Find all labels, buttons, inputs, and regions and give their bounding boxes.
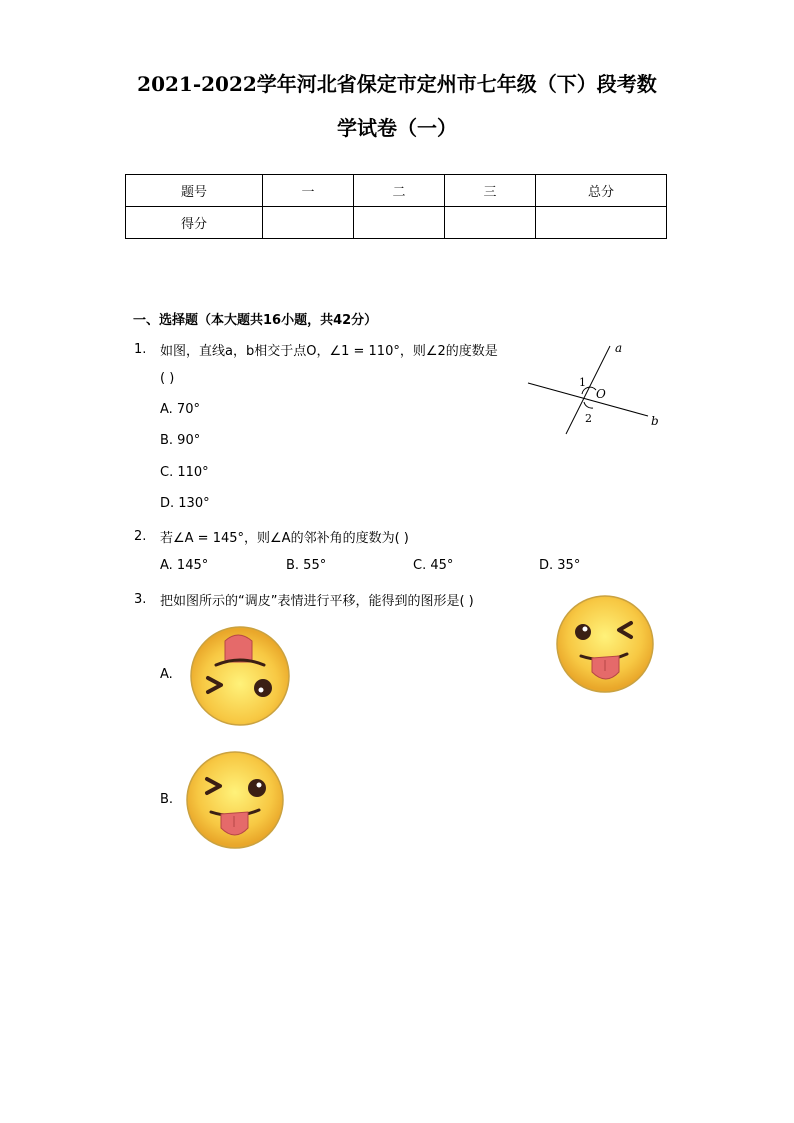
option-b: B. 90°	[160, 433, 201, 448]
option-b: B.	[160, 792, 174, 807]
score-cell	[536, 207, 667, 239]
option-c: C. 110°	[160, 465, 209, 480]
score-header-cell: 题号	[126, 175, 263, 207]
label-a: a	[615, 341, 623, 355]
option-d: D. 35°	[539, 558, 581, 573]
question-text: 如图，直线a，b相交于点O，∠1 = 110°，则∠2的度数是	[160, 344, 498, 359]
score-table	[125, 174, 667, 239]
label-b: b	[651, 414, 659, 428]
question-text: 把如图所示的“调皮”表情进行平移，能得到的图形是( )	[160, 594, 474, 609]
score-table-header-row	[126, 175, 667, 207]
score-header-cell: 总分	[536, 175, 667, 207]
emoji-option-b	[183, 750, 287, 850]
score-row-label: 得分	[126, 207, 263, 239]
score-cell	[445, 207, 536, 239]
score-header-cell: 一	[263, 175, 354, 207]
score-table-row	[126, 207, 667, 239]
label-o: O	[596, 387, 606, 401]
exam-title-line1: 2021-2022学年河北省保定市定州市七年级（下）段考数	[137, 72, 657, 96]
angle-2-arc	[584, 402, 593, 408]
section-heading: 一、选择题（本大题共16小题，共42分）	[133, 313, 378, 328]
question-number: 2.	[134, 529, 147, 544]
question-text: 若∠A = 145°，则∠A的邻补角的度数为( )	[160, 531, 409, 546]
option-c: C. 45°	[413, 558, 454, 573]
option-a: A.	[160, 667, 173, 682]
label-angle-2: 2	[585, 412, 592, 425]
intersecting-lines-figure	[520, 336, 670, 440]
score-cell	[354, 207, 445, 239]
option-a: A. 70°	[160, 402, 200, 417]
option-d: D. 130°	[160, 496, 210, 511]
score-header-cell: 三	[445, 175, 536, 207]
exam-title-line2: 学试卷（一）	[337, 116, 457, 140]
emoji-option-a	[188, 625, 292, 727]
score-header-cell: 二	[354, 175, 445, 207]
playful-emoji-original	[553, 594, 657, 694]
option-b: B. 55°	[286, 558, 327, 573]
question-number: 3.	[134, 592, 147, 607]
answer-paren: ( )	[160, 371, 175, 386]
label-angle-1: 1	[579, 376, 586, 389]
question-number: 1.	[134, 342, 147, 357]
score-cell	[263, 207, 354, 239]
option-a: A. 145°	[160, 558, 209, 573]
